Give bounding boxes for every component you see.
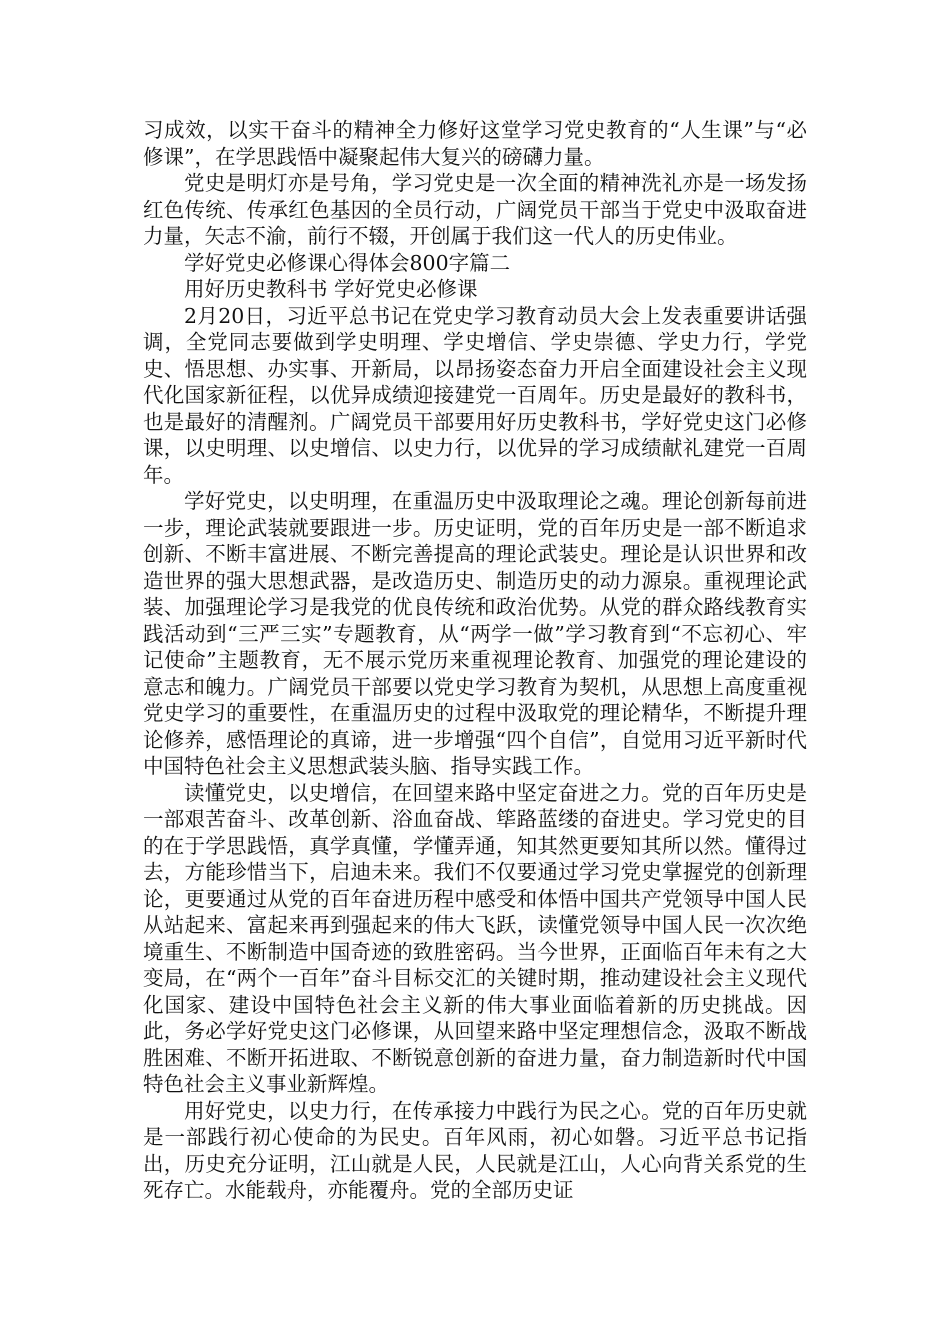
paragraph: 2月20日，习近平总书记在党史学习教育动员大会上发表重要讲话强调，全党同志要做到学史明理、学史增信、学史崇德、学史力行，学党史、悟思想、办实事、开新局，以昂扬姿态奋力开启全面建设社会主义现代化国家新征程，以优异成绩迎接建党一百周年。历史是最好的教科书，也是最好的清醒剂。广阔党员干部要用好历史教科书，学好党史这门必修课，以史明理、以史增信、以史力行，以优异的学习成绩献礼建党一百周年。 — [143, 303, 807, 487]
paragraph: 用好党史，以史力行，在传承接力中践行为民之心。党的百年历史就是一部践行初心使命的为民史。百年风雨，初心如磐。习近平总书记指出，历史充分证明，江山就是人民，人民就是江山，人心向背关系党的生死存亡。水能载舟，亦能覆舟。党的全部历史证 — [143, 1098, 807, 1202]
document-body — [143, 117, 807, 1204]
paragraph: 读懂党史，以史增信，在回望来路中坚定奋进之力。党的百年历史是一部艰苦奋斗、改革创新、浴血奋战、筚路蓝缕的奋进史。学习党史的目的在于学思践悟，真学真懂，学懂弄通，知其然更要知其所以然。懂得过去，方能珍惜当下，启迪未来。我们不仅要通过学习党史掌握党的创新理论，更要通过从党的百年奋进历程中感受和体悟中国共产党领导中国人民从站起来、富起来再到强起来的伟大飞跃，读懂党领导中国人民一次次绝境重生、不断制造中国奇迹的致胜密码。当今世界，正面临百年未有之大变局，在“两个一百年”奋斗目标交汇的关键时期，推动建设社会主义现代化国家、建设中国特色社会主义新的伟大事业面临着新的历史挑战。因此，务必学好党史这门必修课，从回望来路中坚定理想信念，汲取不断战胜困难、不断开拓进取、不断锐意创新的奋进力量，奋力制造新时代中国特色社会主义事业新辉煌。 — [143, 780, 807, 1096]
article-title: 用好历史教科书 学好党史必修课 — [184, 277, 478, 301]
paragraph: 党史是明灯亦是号角，学习党史是一次全面的精神洗礼亦是一场发扬红色传统、传承红色基因的全员行动，广阔党员干部当于党史中汲取奋进力量，矢志不渝，前行不辍，开创属于我们这一代人的历史伟业。 — [143, 171, 807, 248]
paragraph: 学好党史，以史明理，在重温历史中汲取理论之魂。理论创新每前进一步，理论武装就要跟进一步。历史证明，党的百年历史是一部不断追求创新、不断丰富进展、不断完善提高的理论武装史。理论是认识世界和改造世界的强大思想武器，是改造历史、制造历史的动力源泉。重视理论武装、加强理论学习是我党的优良传统和政治优势。从党的群众路线教育实践活动到“三严三实”专题教育，从“两学一做”学习教育到“不忘初心、牢记使命”主题教育，无不展示党历来重视理论教育、加强党的理论建设的意志和魄力。广阔党员干部要以党史学习教育为契机，从思想上高度重视党史学习的重要性，在重温历史的过程中汲取党的理论精华，不断提升理论修养，感悟理论的真谛，进一步增强“四个自信”，自觉用习近平新时代中国特色社会主义思想武装头脑、指导实践工作。 — [143, 489, 807, 778]
paragraph-continued: 习成效，以实干奋斗的精神全力修好这堂学习党史教育的“人生课”与“必修课”，在学思践悟中凝聚起伟大复兴的磅礴力量。 — [143, 118, 807, 169]
section-heading: 学好党史必修课心得体会800字篇二 — [184, 250, 511, 275]
